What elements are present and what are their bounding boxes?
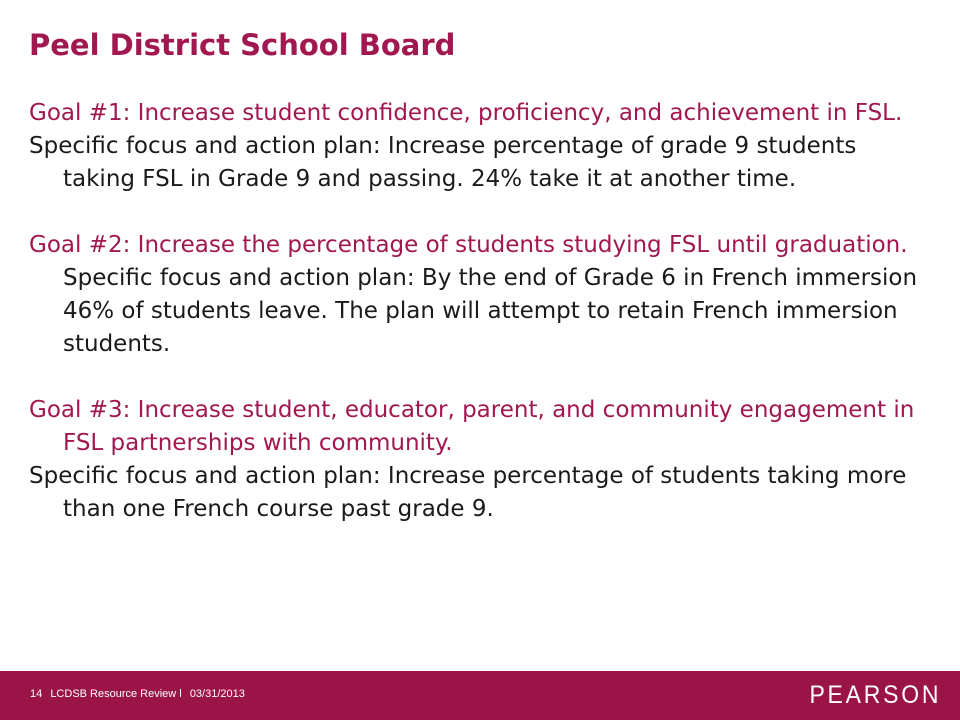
page-number: 14 xyxy=(30,688,43,700)
goal-3: Goal #3: Increase student, educator, parent, and community engagement in FSL partnerships with community. xyxy=(29,397,915,456)
pearson-logo: PEARSON xyxy=(809,681,941,709)
slide-body xyxy=(29,97,934,526)
plan-1: Specific focus and action plan: Increase percentage of grade 9 students taking FSL in Grade 9 and passing. 24% take it at another time. xyxy=(29,133,857,192)
spacer xyxy=(29,361,934,394)
footer-date: 03/31/2013 xyxy=(189,688,245,700)
footer-info xyxy=(30,688,250,700)
goal-2-paragraph xyxy=(29,229,934,361)
footer-bar xyxy=(0,671,960,720)
goal-2: Goal #2: Increase the percentage of students studying FSL until graduation. xyxy=(29,232,908,258)
plan-3: Specific focus and action plan: Increase percentage of students taking more than one French course past grade 9. xyxy=(29,463,907,522)
page-title: Peel District School Board xyxy=(29,28,456,62)
footer-label: LCDSB Resource Review l xyxy=(50,688,182,700)
goal-1: Goal #1: Increase student confidence, proficiency, and achievement in FSL. xyxy=(29,100,903,126)
plan-2: Specific focus and action plan: By the end of Grade 6 in French immersion 46% of students leave. The plan will attempt to retain French immersion students. xyxy=(63,265,918,357)
spacer xyxy=(29,196,934,229)
